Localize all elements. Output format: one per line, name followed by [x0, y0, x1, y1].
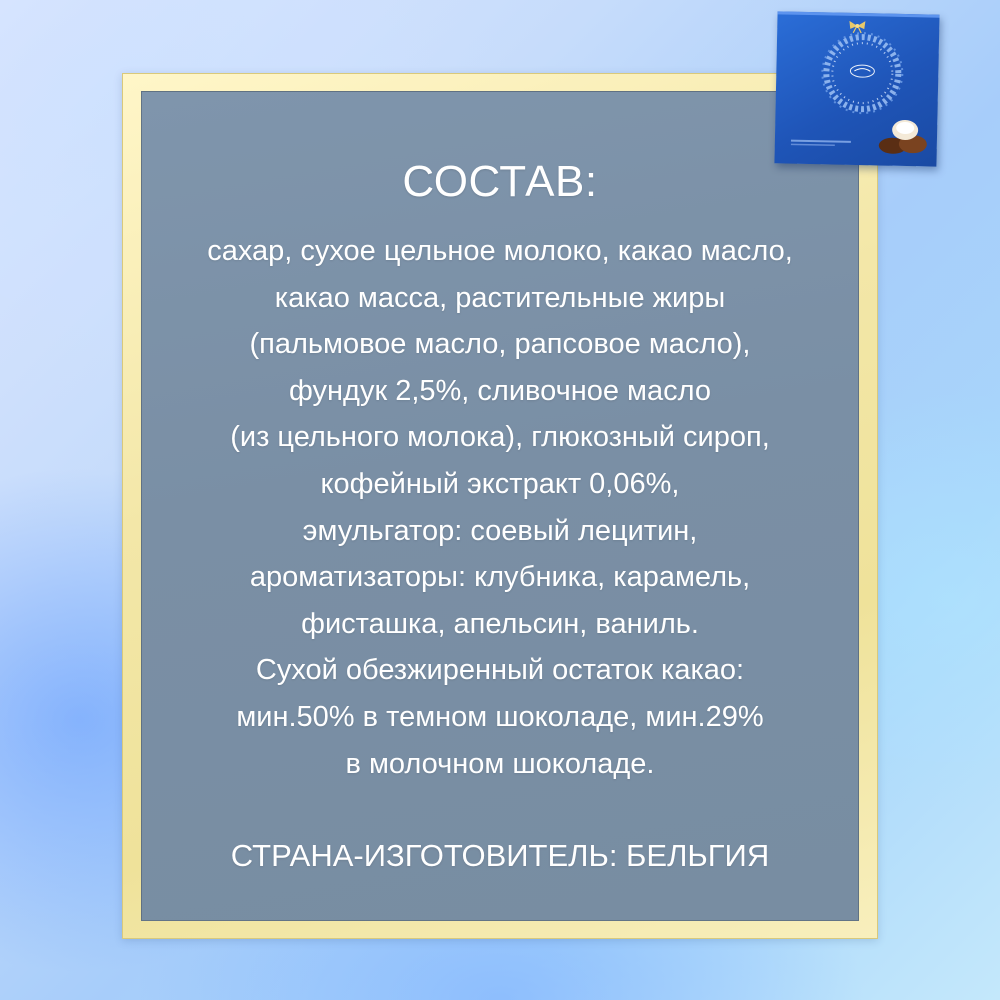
composition-line: фисташка, апельсин, ваниль.	[301, 607, 699, 640]
card-frame	[122, 73, 878, 939]
box-lid-edge	[778, 11, 940, 17]
chocolate-box-icon	[774, 11, 939, 166]
chocolates-icon	[875, 109, 932, 158]
composition-line: фундук 2,5%, сливочное масло	[288, 374, 711, 407]
composition-line: эмульгатор: соевый лецитин,	[302, 514, 698, 547]
composition-line: сахар, сухое цельное молоко, какао масло,	[207, 235, 793, 267]
composition-line: какао масса, растительные жиры	[274, 281, 726, 314]
composition-line: Сухой обезжиренный остаток какао:	[255, 654, 745, 687]
composition-panel	[141, 91, 859, 921]
composition-line: кофейный экстракт 0,06%,	[320, 467, 680, 500]
composition-list	[142, 228, 858, 787]
ornament-wreath-icon	[819, 30, 905, 116]
composition-line: (пальмовое масло, рапсовое масло),	[249, 328, 751, 361]
composition-line: (из цельного молока), глюкозный сироп,	[230, 421, 770, 454]
composition-title: СОСТАВ:	[402, 157, 598, 206]
box-fineprint	[791, 138, 871, 148]
country-of-origin: СТРАНА-ИЗГОТОВИТЕЛЬ: БЕЛЬГИЯ	[230, 838, 770, 873]
composition-line: мин.50% в темном шоколаде, мин.29%	[236, 700, 764, 733]
composition-line: ароматизаторы: клубника, карамель,	[249, 561, 751, 594]
composition-line: в молочном шоколаде.	[345, 747, 655, 780]
